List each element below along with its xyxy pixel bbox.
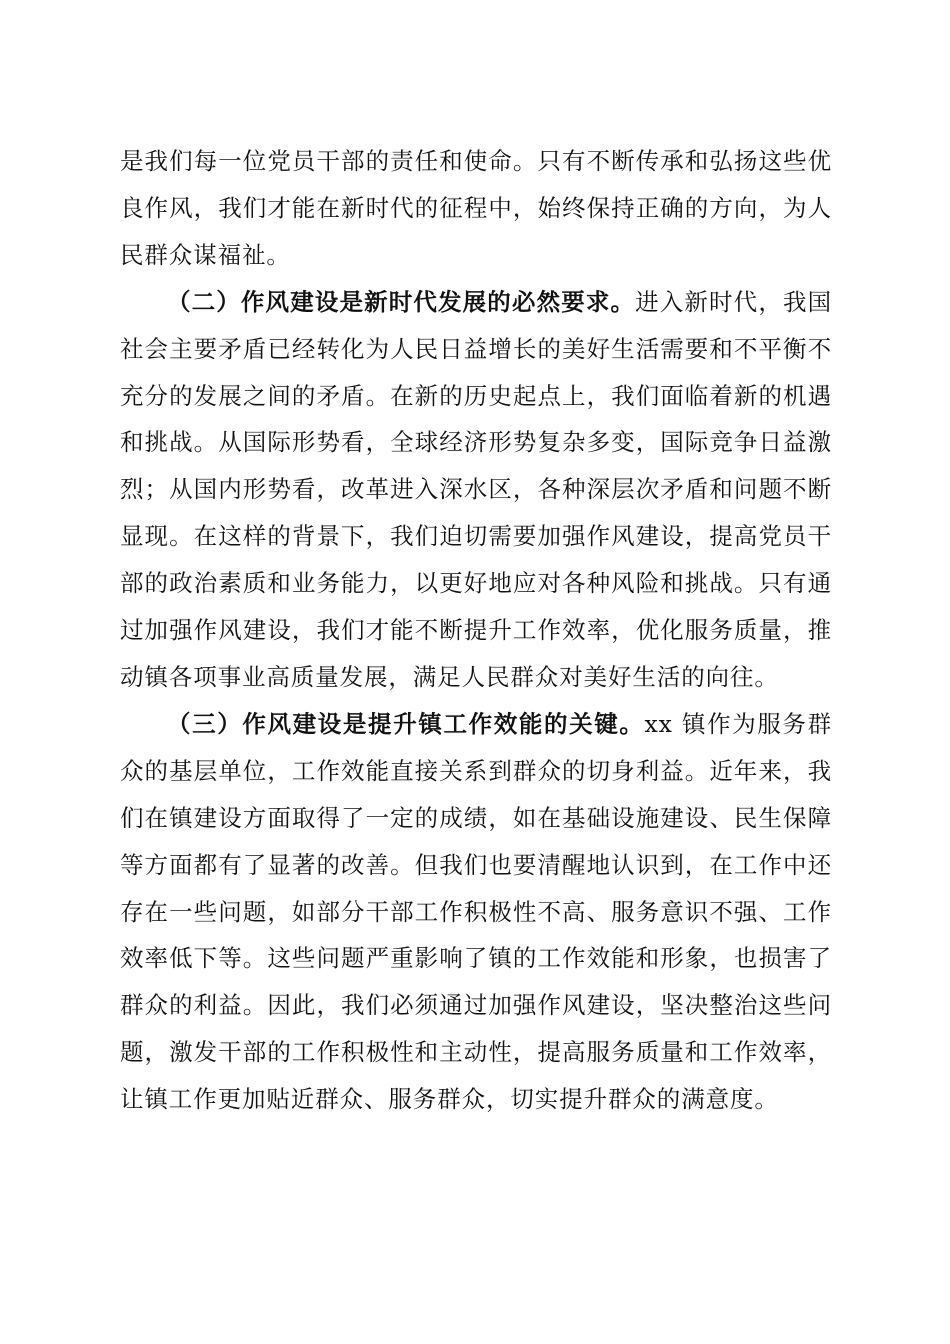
section-heading: （二）作风建设是新时代发展的必然要求。 [167, 287, 636, 316]
paragraph-body: 进入新时代，我国社会主要矛盾已经转化为人民日益增长的美好生活需要和不平衡不充分的发展之间的矛盾。在新的历史起点上，我们面临着新的机遇和挑战。从国际形势看，全球经济形势复杂多变，国际竞争日益激烈；从国内形势看，改革进入深水区，各种深层次矛盾和问题不断显现。在这样的背景下，我们迫切需要加强作风建设，提高党员干部的政治素质和业务能力，以更好地应对各种风险和挑战。只有通过加强作风建设，我们才能不断提升工作效率，优化服务质量，推动镇各项事业高质量发展，满足人民群众对美好生活的向往。 [120, 287, 832, 691]
paragraph-body: xx 镇作为服务群众的基层单位，工作效能直接关系到群众的切身利益。近年来，我们在镇建设方面取得了一定的成绩，如在基础设施建设、民生保障等方面都有了显著的改善。但我们也要清醒地认识到，在工作中还存在一些问题，如部分干部工作积极性不高、服务意识不强、工作效率低下等。这些问题严重影响了镇的工作效能和形象，也损害了群众的利益。因此，我们必须通过加强作风建设，坚决整治这些问题，激发干部的工作积极性和主动性，提高服务质量和工作效率，让镇工作更加贴近群众、服务群众，切实提升群众的满意度。 [120, 709, 833, 1114]
paragraph-continuation [120, 138, 832, 279]
paragraph-body: 是我们每一位党员干部的责任和使命。只有不断传承和弘扬这些优良作风，我们才能在新时代的征程中，始终保持正确的方向，为人民群众谋福祉。 [120, 147, 832, 269]
document-body [120, 138, 832, 1123]
paragraph-section-2 [120, 279, 832, 701]
section-heading: （三）作风建设是提升镇工作效能的关键。 [167, 709, 645, 738]
paragraph-section-3 [120, 701, 832, 1123]
